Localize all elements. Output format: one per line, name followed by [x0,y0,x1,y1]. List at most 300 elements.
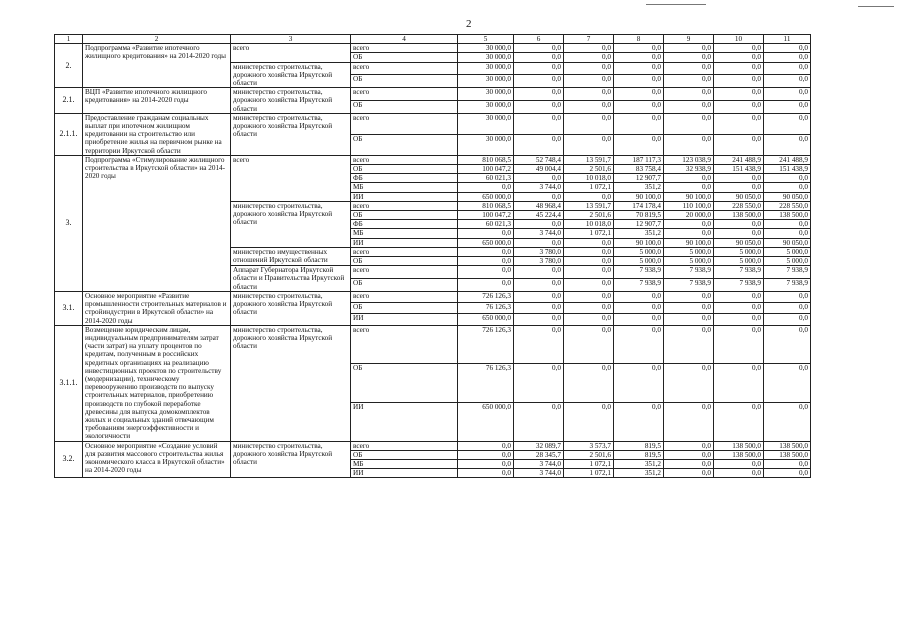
amount-cell: 0,0 [514,44,564,53]
amount-cell: 0,0 [614,88,664,101]
item-code: 2.1.1. [55,113,83,155]
funding-source-cell: ИИ [351,192,458,201]
amount-cell: 49 004,4 [514,165,564,174]
table-row [55,44,811,53]
amount-cell: 90 100,0 [614,238,664,247]
amount-cell: 151 438,9 [764,165,811,174]
amount-cell: 650 000,0 [458,402,514,441]
amount-cell: 0,0 [714,44,764,53]
funding-source-cell: всего [351,291,458,302]
amount-cell: 110 100,0 [664,201,714,210]
table-row [55,155,811,164]
amount-cell: 30 000,0 [458,101,514,114]
executor-cell: министерство строительства, дорожного хозяйства Иркутской области [231,88,351,114]
amount-cell: 5 000,0 [714,247,764,256]
page-number: 2 [466,18,472,30]
amount-cell: 0,0 [664,183,714,192]
amount-cell: 0,0 [514,113,564,134]
funding-source-cell: ОБ [351,165,458,174]
amount-cell: 0,0 [664,88,714,101]
amount-cell: 0,0 [764,314,811,325]
item-name: Предоставление гражданам социальных выплат при ипотечном жилищном кредитовании на строительство или приобретение жилья на первичном рынке на территории Иркутской области [83,113,231,155]
amount-cell: 0,0 [664,53,714,62]
amount-cell: 0,0 [614,53,664,62]
amount-cell: 138 500,0 [764,211,811,220]
amount-cell: 650 000,0 [458,314,514,325]
amount-cell: 138 500,0 [764,441,811,450]
amount-cell: 0,0 [514,279,564,292]
funding-source-cell: всего [351,113,458,134]
amount-cell: 650 000,0 [458,238,514,247]
amount-cell: 0,0 [564,238,614,247]
funding-source-cell: ИИ [351,238,458,247]
amount-cell: 241 488,9 [714,155,764,164]
amount-cell: 0,0 [714,229,764,238]
amount-cell: 819,5 [614,441,664,450]
amount-cell: 0,0 [564,266,614,279]
amount-cell: 1 072,1 [564,229,614,238]
item-name: Основное мероприятие «Развитие промышленности строительных материалов и стройиндустрии в Иркутской области» на 2014-2020 годы [83,291,231,325]
column-header: 9 [664,35,714,44]
amount-cell: 0,0 [764,291,811,302]
amount-cell: 0,0 [764,220,811,229]
amount-cell: 0,0 [764,325,811,364]
item-code: 3. [55,155,83,291]
amount-cell: 0,0 [564,75,614,88]
amount-cell: 0,0 [458,441,514,450]
amount-cell: 0,0 [714,459,764,468]
funding-source-cell: всего [351,266,458,279]
amount-cell: 0,0 [514,291,564,302]
amount-cell: 0,0 [564,291,614,302]
amount-cell: 0,0 [714,101,764,114]
amount-cell: 0,0 [764,134,811,155]
amount-cell: 0,0 [458,469,514,478]
amount-cell: 90 100,0 [664,192,714,201]
funding-source-cell: всего [351,44,458,53]
column-header: 6 [514,35,564,44]
amount-cell: 13 591,7 [564,201,614,210]
amount-cell: 0,0 [664,62,714,75]
amount-cell: 0,0 [664,75,714,88]
amount-cell: 0,0 [514,238,564,247]
amount-cell: 3 780,0 [514,257,564,266]
amount-cell: 0,0 [514,174,564,183]
amount-cell: 30 000,0 [458,62,514,75]
amount-cell: 123 038,9 [664,155,714,164]
amount-cell: 0,0 [714,325,764,364]
funding-source-cell: ФБ [351,220,458,229]
amount-cell: 0,0 [764,459,811,468]
amount-cell: 0,0 [664,113,714,134]
amount-cell: 0,0 [664,134,714,155]
amount-cell: 726 126,3 [458,325,514,364]
amount-cell: 7 938,9 [764,266,811,279]
executor-cell: министерство строительства, дорожного хозяйства Иркутской области [231,325,351,441]
amount-cell: 0,0 [714,134,764,155]
amount-cell: 0,0 [764,53,811,62]
funding-source-cell: всего [351,201,458,210]
amount-cell: 351,2 [614,183,664,192]
amount-cell: 0,0 [514,53,564,62]
amount-cell: 5 000,0 [714,257,764,266]
amount-cell: 138 500,0 [714,450,764,459]
amount-cell: 0,0 [714,53,764,62]
funding-source-cell: всего [351,88,458,101]
header-row [55,35,811,44]
amount-cell: 351,2 [614,459,664,468]
amount-cell: 0,0 [514,62,564,75]
funding-source-cell: ОБ [351,101,458,114]
amount-cell: 5 000,0 [764,247,811,256]
amount-cell: 7 938,9 [664,279,714,292]
amount-cell: 100 047,2 [458,211,514,220]
amount-cell: 100 047,2 [458,165,514,174]
executor-cell: всего [231,155,351,201]
amount-cell: 32 089,7 [514,441,564,450]
amount-cell: 0,0 [564,113,614,134]
amount-cell: 241 488,9 [764,155,811,164]
amount-cell: 0,0 [764,469,811,478]
amount-cell: 3 744,0 [514,459,564,468]
amount-cell: 0,0 [714,364,764,403]
funding-source-cell: ИИ [351,469,458,478]
column-header: 7 [564,35,614,44]
item-code: 3.1.1. [55,325,83,441]
funding-source-cell: ОБ [351,53,458,62]
funding-source-cell: всего [351,325,458,364]
amount-cell: 7 938,9 [764,279,811,292]
funding-source-cell: МБ [351,183,458,192]
item-name: Подпрограмма «Стимулирование жилищного строительства в Иркутской области» на 2014-2020 годы [83,155,231,291]
item-code: 3.1. [55,291,83,325]
amount-cell: 0,0 [514,75,564,88]
amount-cell: 0,0 [764,75,811,88]
amount-cell: 3 744,0 [514,183,564,192]
amount-cell: 0,0 [458,229,514,238]
amount-cell: 3 573,7 [564,441,614,450]
amount-cell: 0,0 [514,325,564,364]
amount-cell: 76 126,3 [458,303,514,314]
amount-cell: 0,0 [564,192,614,201]
amount-cell: 1 072,1 [564,183,614,192]
amount-cell: 0,0 [714,402,764,441]
table-row [55,88,811,101]
amount-cell: 0,0 [664,291,714,302]
amount-cell: 70 819,5 [614,211,664,220]
executor-cell: Аппарат Губернатора Иркутской области и Правительства Иркутской области [231,266,351,292]
amount-cell: 5 000,0 [614,247,664,256]
amount-cell: 0,0 [714,291,764,302]
amount-cell: 1 072,1 [564,469,614,478]
funding-source-cell: всего [351,62,458,75]
table-row [55,325,811,364]
amount-cell: 0,0 [614,325,664,364]
funding-source-cell: МБ [351,459,458,468]
amount-cell: 30 000,0 [458,134,514,155]
amount-cell: 52 748,4 [514,155,564,164]
amount-cell: 0,0 [714,220,764,229]
amount-cell: 30 000,0 [458,113,514,134]
amount-cell: 0,0 [614,62,664,75]
executor-cell: министерство строительства, дорожного хозяйства Иркутской области [231,113,351,155]
amount-cell: 0,0 [714,62,764,75]
amount-cell: 5 000,0 [764,257,811,266]
item-code: 2.1. [55,88,83,114]
amount-cell: 0,0 [458,459,514,468]
amount-cell: 174 178,4 [614,201,664,210]
amount-cell: 0,0 [564,325,614,364]
funding-source-cell: ОБ [351,75,458,88]
amount-cell: 351,2 [614,469,664,478]
amount-cell: 0,0 [458,183,514,192]
amount-cell: 0,0 [714,88,764,101]
item-name: ВЦП «Развитие ипотечного жилищного кредитования» на 2014-2020 годы [83,88,231,114]
amount-cell: 3 744,0 [514,229,564,238]
scan-mark [858,6,894,7]
funding-source-cell: ИИ [351,402,458,441]
amount-cell: 0,0 [714,174,764,183]
amount-cell: 0,0 [714,183,764,192]
executor-cell: министерство строительства, дорожного хозяйства Иркутской области [231,441,351,478]
executor-cell: министерство строительства, дорожного хозяйства Иркутской области [231,201,351,247]
amount-cell: 0,0 [664,101,714,114]
amount-cell: 138 500,0 [714,211,764,220]
amount-cell: 0,0 [664,325,714,364]
amount-cell: 810 068,5 [458,155,514,164]
amount-cell: 0,0 [764,229,811,238]
column-header: 8 [614,35,664,44]
amount-cell: 7 938,9 [664,266,714,279]
amount-cell: 0,0 [564,62,614,75]
amount-cell: 810 068,5 [458,201,514,210]
amount-cell: 138 500,0 [714,441,764,450]
amount-cell: 0,0 [764,62,811,75]
amount-cell: 0,0 [714,314,764,325]
amount-cell: 90 050,0 [764,192,811,201]
column-header: 5 [458,35,514,44]
amount-cell: 0,0 [764,88,811,101]
amount-cell: 10 018,0 [564,220,614,229]
table-row [55,113,811,134]
amount-cell: 5 000,0 [614,257,664,266]
funding-source-cell: ОБ [351,364,458,403]
amount-cell: 30 000,0 [458,75,514,88]
amount-cell: 0,0 [458,247,514,256]
amount-cell: 0,0 [458,279,514,292]
amount-cell: 76 126,3 [458,364,514,403]
amount-cell: 0,0 [764,303,811,314]
amount-cell: 0,0 [664,220,714,229]
funding-source-cell: МБ [351,229,458,238]
amount-cell: 12 907,7 [614,220,664,229]
item-code: 2. [55,44,83,88]
amount-cell: 650 000,0 [458,192,514,201]
funding-source-cell: ОБ [351,450,458,459]
column-header: 3 [231,35,351,44]
amount-cell: 3 744,0 [514,469,564,478]
budget-table [54,34,811,478]
funding-source-cell: всего [351,247,458,256]
funding-source-cell: ИИ [351,314,458,325]
amount-cell: 0,0 [614,44,664,53]
amount-cell: 0,0 [514,303,564,314]
amount-cell: 0,0 [614,402,664,441]
amount-cell: 0,0 [714,469,764,478]
amount-cell: 0,0 [564,314,614,325]
amount-cell: 0,0 [614,113,664,134]
amount-cell: 0,0 [514,314,564,325]
amount-cell: 0,0 [614,134,664,155]
amount-cell: 90 050,0 [714,238,764,247]
amount-cell: 0,0 [714,75,764,88]
amount-cell: 83 758,4 [614,165,664,174]
amount-cell: 0,0 [764,402,811,441]
amount-cell: 726 126,3 [458,291,514,302]
funding-source-cell: ОБ [351,211,458,220]
amount-cell: 0,0 [664,469,714,478]
amount-cell: 10 018,0 [564,174,614,183]
amount-cell: 0,0 [614,303,664,314]
amount-cell: 0,0 [514,134,564,155]
amount-cell: 0,0 [514,88,564,101]
amount-cell: 0,0 [764,44,811,53]
amount-cell: 0,0 [664,459,714,468]
amount-cell: 0,0 [664,44,714,53]
amount-cell: 0,0 [764,101,811,114]
amount-cell: 90 100,0 [664,238,714,247]
amount-cell: 0,0 [564,279,614,292]
amount-cell: 0,0 [514,364,564,403]
amount-cell: 0,0 [458,266,514,279]
amount-cell: 3 780,0 [514,247,564,256]
executor-cell: министерство строительства, дорожного хозяйства Иркутской области [231,62,351,88]
table-row [55,441,811,450]
amount-cell: 7 938,9 [714,279,764,292]
column-header: 2 [83,35,231,44]
amount-cell: 0,0 [664,229,714,238]
amount-cell: 228 550,0 [714,201,764,210]
amount-cell: 0,0 [614,101,664,114]
executor-cell: министерство имущественных отношений Иркутской области [231,247,351,265]
amount-cell: 0,0 [564,247,614,256]
funding-source-cell: всего [351,155,458,164]
amount-cell: 32 938,9 [664,165,714,174]
amount-cell: 0,0 [564,53,614,62]
amount-cell: 0,0 [614,314,664,325]
amount-cell: 30 000,0 [458,53,514,62]
amount-cell: 0,0 [514,192,564,201]
amount-cell: 30 000,0 [458,44,514,53]
column-header: 10 [714,35,764,44]
amount-cell: 0,0 [514,402,564,441]
amount-cell: 0,0 [664,364,714,403]
amount-cell: 0,0 [664,303,714,314]
amount-cell: 0,0 [514,101,564,114]
amount-cell: 0,0 [714,113,764,134]
amount-cell: 13 591,7 [564,155,614,164]
amount-cell: 819,5 [614,450,664,459]
amount-cell: 0,0 [564,364,614,403]
amount-cell: 0,0 [764,183,811,192]
amount-cell: 187 117,3 [614,155,664,164]
amount-cell: 2 501,6 [564,450,614,459]
amount-cell: 12 907,7 [614,174,664,183]
amount-cell: 0,0 [564,88,614,101]
funding-source-cell: ОБ [351,279,458,292]
item-name: Основное мероприятие «Создание условий для развития массового строительства жилья экономического класса в Иркутской области» на 2014-2020 годы [83,441,231,478]
amount-cell: 7 938,9 [614,279,664,292]
amount-cell: 0,0 [664,441,714,450]
amount-cell: 0,0 [564,402,614,441]
amount-cell: 0,0 [714,303,764,314]
amount-cell: 2 501,6 [564,211,614,220]
amount-cell: 0,0 [614,75,664,88]
item-name: Подпрограмма «Развитие ипотечного жилищного кредитования» на 2014-2020 годы [83,44,231,88]
amount-cell: 0,0 [664,450,714,459]
amount-cell: 60 021,3 [458,220,514,229]
funding-source-cell: ОБ [351,303,458,314]
amount-cell: 7 938,9 [614,266,664,279]
amount-cell: 0,0 [514,220,564,229]
amount-cell: 0,0 [458,257,514,266]
column-header: 4 [351,35,458,44]
amount-cell: 0,0 [458,450,514,459]
amount-cell: 351,2 [614,229,664,238]
column-header: 11 [764,35,811,44]
amount-cell: 0,0 [614,364,664,403]
funding-source-cell: ОБ [351,257,458,266]
amount-cell: 0,0 [564,257,614,266]
amount-cell: 0,0 [664,402,714,441]
amount-cell: 2 501,6 [564,165,614,174]
amount-cell: 20 000,0 [664,211,714,220]
item-code: 3.2. [55,441,83,478]
amount-cell: 1 072,1 [564,459,614,468]
amount-cell: 5 000,0 [664,247,714,256]
amount-cell: 90 050,0 [714,192,764,201]
executor-cell: министерство строительства, дорожного хозяйства Иркутской области [231,291,351,325]
amount-cell: 90 050,0 [764,238,811,247]
amount-cell: 0,0 [664,314,714,325]
funding-source-cell: ОБ [351,134,458,155]
amount-cell: 0,0 [664,174,714,183]
amount-cell: 0,0 [564,44,614,53]
amount-cell: 28 345,7 [514,450,564,459]
column-header: 1 [55,35,83,44]
executor-cell: всего [231,44,351,62]
amount-cell: 0,0 [764,174,811,183]
amount-cell: 30 000,0 [458,88,514,101]
amount-cell: 45 224,4 [514,211,564,220]
item-name: Возмещение юридическим лицам, индивидуальным предпринимателям затрат (части затрат) на уплату процентов по кредитам, полученным в российских кредитных организациях на реализацию инвестиционных проектов по строительству (модернизации), техническому перевооружению производств по выпуску строительных материалов, приобретению производств по глубокой переработке древесины для выпуска домокомплектов жилых и социальных зданий отвечающим требованиям энергоэффективности и экологичности [83,325,231,441]
amount-cell: 0,0 [514,266,564,279]
amount-cell: 5 000,0 [664,257,714,266]
amount-cell: 151 438,9 [714,165,764,174]
amount-cell: 90 100,0 [614,192,664,201]
amount-cell: 7 938,9 [714,266,764,279]
amount-cell: 60 021,3 [458,174,514,183]
funding-source-cell: ФБ [351,174,458,183]
amount-cell: 0,0 [614,291,664,302]
amount-cell: 48 968,4 [514,201,564,210]
scan-mark [646,4,706,5]
amount-cell: 228 550,0 [764,201,811,210]
amount-cell: 0,0 [764,113,811,134]
amount-cell: 0,0 [764,364,811,403]
funding-source-cell: всего [351,441,458,450]
amount-cell: 0,0 [564,303,614,314]
